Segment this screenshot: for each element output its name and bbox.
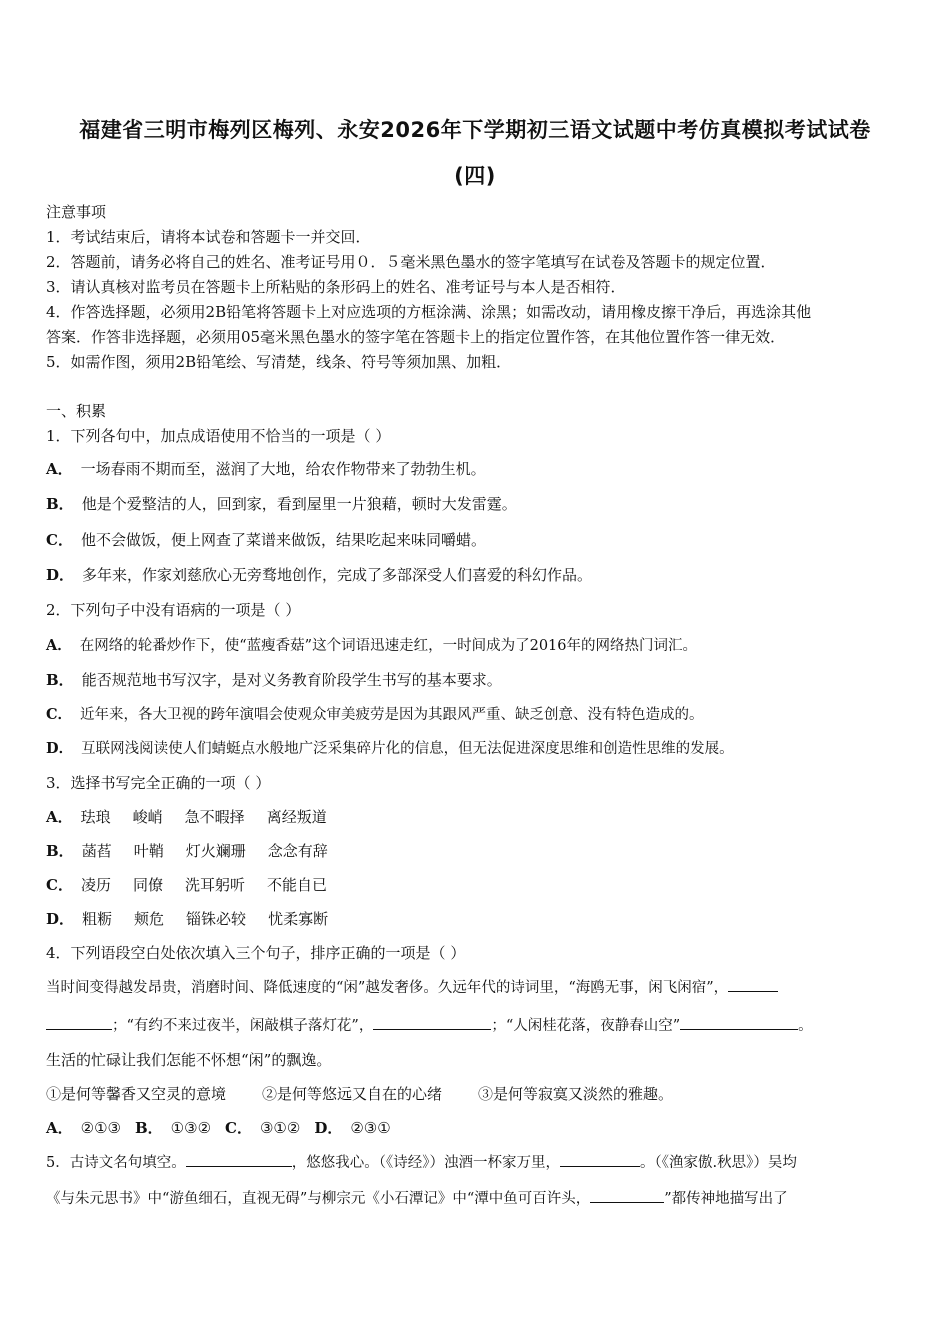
option-text: 他不会做饭，便上网查了菜谱来做饭，结果吃起来味同嚼蜡。	[80, 531, 486, 549]
notice-heading: 注意事项	[46, 203, 107, 221]
option-text: 近年来，各大卫视的跨年演唱会使观众审美疲劳是因为其跟风严重、缺乏创意、没有特色造成的。	[80, 707, 704, 723]
option-row	[46, 1117, 908, 1139]
option-label: D．	[314, 1119, 343, 1137]
option-text: ②③①	[350, 1119, 391, 1137]
option-label: A．	[46, 637, 72, 654]
option-word: 颊危	[134, 910, 165, 928]
option-row	[46, 493, 908, 515]
option-row	[46, 908, 908, 930]
option-word: 洗耳躬听	[184, 876, 245, 894]
passage-line	[46, 1014, 908, 1037]
option-word: 凌历	[80, 876, 111, 894]
notice-item: 5．如需作图，须用2B铅笔绘、写清楚，线条、符号等须加黑、加粗．	[46, 353, 512, 371]
option-word: 峻峭	[132, 808, 163, 826]
option-text: 在网络的轮番炒作下，使“蓝瘦香菇”这个词语迅速走红，一时间成为了2016年的网络热门词汇。	[79, 638, 697, 654]
option-label: A．	[46, 1119, 73, 1137]
question-text: 5．古诗文名句填空。	[46, 1155, 186, 1171]
notice-item: 1．考试结束后，请将本试卷和答题卡一并交回．	[46, 228, 371, 246]
option-word: 菡萏	[81, 842, 112, 860]
notice-item: 3．请认真核对监考员在答题卡上所粘贴的条形码上的姓名、准考证号与本人是否相符．	[46, 278, 626, 296]
option-word: 离经叛道	[266, 808, 327, 826]
question-text: 。（《渔家傲.秋思》）吴均	[639, 1155, 797, 1171]
answer-blank[interactable]	[186, 1151, 292, 1167]
question-line	[46, 1187, 908, 1210]
option-word: 忧柔寡断	[268, 910, 329, 928]
option-label: C．	[46, 706, 73, 723]
passage-line	[46, 976, 908, 999]
choice-item: ①是何等馨香又空灵的意境	[46, 1085, 227, 1103]
question-stem: 1．下列各句中，加点成语使用不恰当的一项是（ ）	[46, 427, 391, 445]
option-text: 能否规范地书写汉字，是对义务教育阶段学生书写的基本要求。	[81, 671, 502, 689]
choice-item: ②是何等悠远又自在的心绪	[262, 1085, 443, 1103]
answer-blank[interactable]	[590, 1187, 664, 1203]
option-word: 珐琅	[80, 808, 111, 826]
option-row	[46, 564, 908, 586]
question-stem	[46, 1151, 908, 1174]
option-text: ③①②	[259, 1119, 301, 1137]
passage-line: 生活的忙碌让我们怎能不怀想“闲”的飘逸。	[46, 1051, 332, 1069]
option-text: 互联网浅阅读使人们蜻蜓点水般地广泛采集碎片化的信息，但无法促进深度思维和创造性思维的发展。	[81, 741, 734, 757]
option-label: C．	[46, 531, 73, 549]
option-text: 他是个爱整洁的人，回到家，看到屋里一片狼藉，顿时大发雷霆。	[81, 495, 517, 513]
option-text: 一场春雨不期而至，滋润了大地，给农作物带来了勃勃生机。	[80, 460, 486, 478]
option-word: 不能自已	[267, 876, 328, 894]
option-label: D．	[46, 910, 75, 928]
passage-text: ；“有约不来过夜半，闲敲棋子落灯花”，	[112, 1018, 374, 1034]
option-label: B．	[134, 1119, 163, 1137]
notice-item: 4．作答选择题，必须用2B铅笔将答题卡上对应选项的方框涂满、涂黑；如需改动，请用橡皮擦干净后，再选涂其他	[46, 303, 812, 321]
exam-title-subtitle: (四)	[454, 164, 496, 188]
answer-blank[interactable]	[560, 1151, 640, 1167]
answer-blank[interactable]	[680, 1014, 798, 1030]
passage-text: 。	[798, 1018, 813, 1034]
option-text: ①③②	[170, 1119, 212, 1137]
option-row	[46, 635, 908, 657]
answer-blank[interactable]	[728, 976, 778, 992]
option-row	[46, 840, 908, 862]
question-text: ”都传神地描写出了	[664, 1191, 788, 1207]
option-label: B．	[46, 495, 74, 513]
option-label: B．	[46, 671, 74, 689]
option-label: A．	[46, 460, 73, 478]
passage-text: ；“人闲桂花落，夜静春山空”	[491, 1018, 681, 1034]
question-stem: 3．选择书写完全正确的一项（ ）	[46, 774, 271, 792]
option-label: D．	[46, 566, 75, 584]
option-label: C．	[46, 876, 73, 894]
question-text: 《与朱元思书》中“游鱼细石，直视无碍”与柳宗元《小石潭记》中“潭中鱼可百许头，	[46, 1191, 591, 1207]
option-row	[46, 738, 908, 760]
option-word: 粗粝	[82, 910, 113, 928]
answer-blank[interactable]	[46, 1014, 112, 1030]
answer-blank[interactable]	[373, 1014, 491, 1030]
option-row	[46, 458, 908, 480]
option-row	[46, 704, 908, 726]
option-word: 念念有辞	[267, 842, 328, 860]
choice-row	[46, 1083, 908, 1105]
question-stem: 2．下列句子中没有语病的一项是（ ）	[46, 601, 301, 619]
section-heading: 一、积累	[46, 402, 107, 420]
option-label: D．	[46, 740, 74, 757]
choice-item: ③是何等寂寞又淡然的雅趣。	[478, 1085, 674, 1103]
passage-text: 当时间变得越发昂贵，消磨时间、降低速度的“闲”越发奢侈。久远年代的诗词里，“海鸥无事，闲飞闲宿”，	[46, 980, 729, 996]
option-text: 多年来，作家刘慈欣心无旁骛地创作，完成了多部深受人们喜爱的科幻作品。	[82, 566, 593, 584]
option-text: ②①③	[80, 1119, 121, 1137]
option-row	[46, 529, 908, 551]
option-word: 急不暇择	[184, 808, 245, 826]
notice-item: 2．答题前，请务必将自己的姓名、准考证号用０．５毫米黑色墨水的签字笔填写在试卷及答题卡的规定位置．	[46, 253, 776, 271]
notice-item: 答案．作答非选择题，必须用05毫米黑色墨水的签字笔在答题卡上的指定位置作答，在其他位置作答一律无效．	[46, 328, 786, 346]
option-word: 同僚	[132, 876, 163, 894]
exam-title: 福建省三明市梅列区梅列、永安2026年下学期初三语文试题中考仿真模拟考试试卷	[79, 118, 871, 142]
option-word: 叶鞘	[133, 842, 164, 860]
question-text: ，悠悠我心。（《诗经》）浊酒一杯家万里，	[291, 1155, 560, 1171]
option-word: 灯火斓珊	[185, 842, 246, 860]
option-row	[46, 874, 908, 896]
option-label: A．	[46, 808, 73, 826]
question-stem: 4．下列语段空白处依次填入三个句子，排序正确的一项是（ ）	[46, 944, 466, 962]
option-label: B．	[46, 842, 74, 860]
option-word: 锱铢必较	[186, 910, 247, 928]
option-label: C．	[225, 1119, 252, 1137]
option-row	[46, 806, 908, 828]
option-row	[46, 669, 908, 691]
